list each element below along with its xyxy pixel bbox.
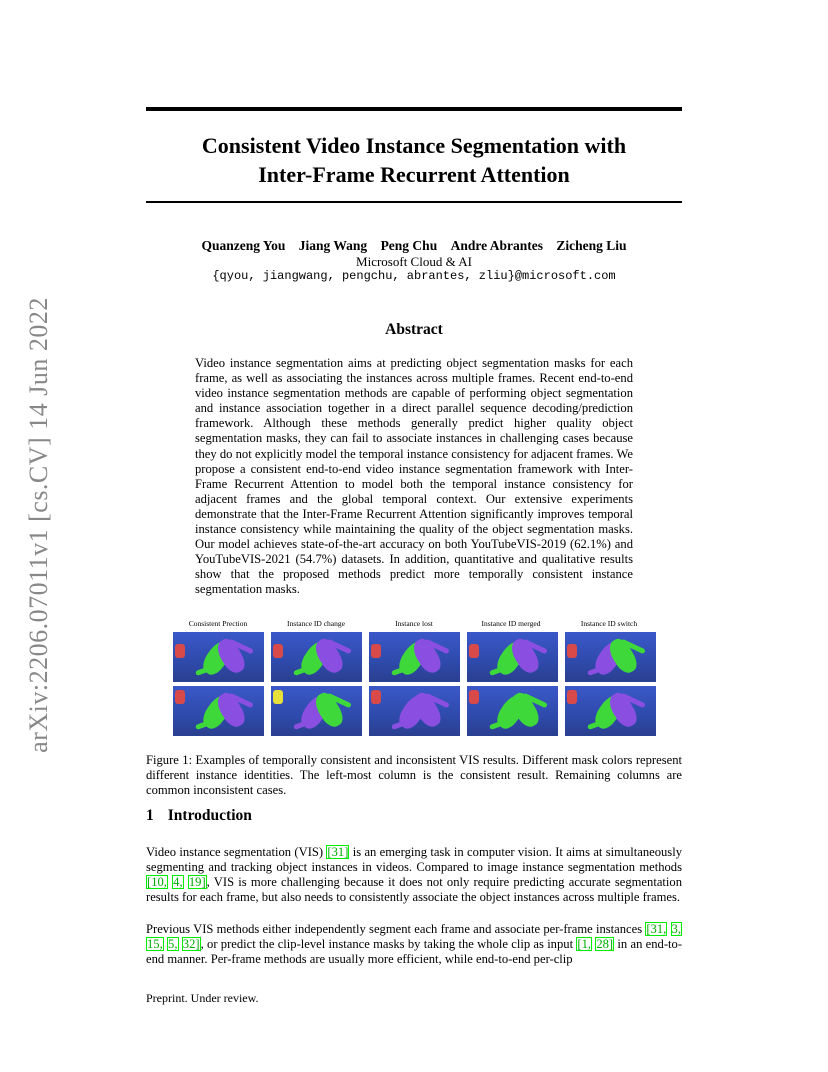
- figure-column-label: Instance ID change: [287, 619, 345, 628]
- author-name: Jiang Wang: [298, 238, 368, 253]
- figure-thumbnail: [173, 686, 264, 736]
- figure-thumbnail: [565, 686, 656, 736]
- citation-link[interactable]: 5,: [168, 937, 178, 952]
- paper-title: [146, 131, 682, 189]
- citation-link[interactable]: 32]: [182, 937, 200, 952]
- side-object-mask: [567, 690, 577, 704]
- title-line-1: Consistent Video Instance Segmentation with: [201, 133, 627, 158]
- figure-thumbnail: [271, 632, 362, 682]
- citation-link[interactable]: [10,: [147, 875, 167, 890]
- citation-link[interactable]: [31]: [327, 845, 349, 859]
- figure-thumbnail: [467, 686, 558, 736]
- author-emails: {qyou, jiangwang, pengchu, abrantes, zliu}@microsoft.com: [212, 269, 616, 283]
- figure-column-label: Instance lost: [395, 619, 433, 628]
- side-object-mask: [371, 690, 381, 704]
- arxiv-stamp: arXiv:2206.07011v1 [cs.CV] 14 Jun 2022: [24, 297, 53, 753]
- arxiv-sidebar: [22, 290, 56, 760]
- abstract-heading: Abstract: [385, 321, 443, 338]
- side-object-mask: [469, 690, 479, 704]
- side-object-mask: [175, 644, 185, 658]
- figure-column-label: Instance ID switch: [580, 619, 638, 628]
- figure-thumbnail: [565, 632, 656, 682]
- figure-thumbnail: [467, 632, 558, 682]
- figure-thumbnail: [369, 632, 460, 682]
- author-name: Zicheng Liu: [556, 238, 627, 253]
- intro-paragraph-2: Previous VIS methods either independently segment each frame and associate per-frame instances [31, 3, 15, 5, 32], or predict the clip-level instance masks by taking the whole clip as input [1, 28] in an end-to-end manner. Per-frame methods are usually more efficient, while end-to-end per-clip: [146, 922, 683, 967]
- figure-thumbnail: [173, 632, 264, 682]
- bottom-rule: [146, 201, 682, 203]
- affiliation: Microsoft Cloud & AI: [356, 254, 472, 269]
- figure-column-label: Instance ID merged: [481, 619, 541, 628]
- citation-link[interactable]: 19]: [188, 875, 206, 890]
- citation-link[interactable]: [31,: [646, 922, 667, 936]
- side-object-mask: [175, 690, 185, 704]
- author-name: Andre Abrantes: [450, 238, 543, 253]
- citation-link[interactable]: 3,: [671, 922, 681, 936]
- side-object-mask: [567, 644, 577, 658]
- top-rule: [146, 107, 682, 111]
- section-number: 1: [146, 807, 154, 824]
- figure-thumbnail: [271, 686, 362, 736]
- author-name: Peng Chu: [380, 238, 438, 253]
- side-object-mask: [371, 644, 381, 658]
- author-list: [146, 238, 682, 254]
- author-name: Quanzeng You: [201, 238, 286, 253]
- side-object-mask: [469, 644, 479, 658]
- citation-link[interactable]: 28]: [596, 937, 614, 952]
- figure-caption: Figure 1: Examples of temporally consistent and inconsistent VIS results. Different mask colors represent different instance identities. The left-most column is the consistent result. Remaining columns are common inconsistent cases.: [146, 753, 682, 798]
- citation-link[interactable]: 4,: [173, 875, 183, 890]
- section-title: Introduction: [167, 807, 252, 824]
- section-heading: [146, 807, 252, 825]
- citation-link[interactable]: 15,: [147, 937, 163, 952]
- citation-link[interactable]: [1,: [577, 937, 592, 952]
- title-line-2: Inter-Frame Recurrent Attention: [258, 162, 570, 187]
- intro-paragraph-1: Video instance segmentation (VIS) [31] is an emerging task in computer vision. It aims at simultaneously segmenting and tracking object instances in videos. Compared to image instance segmentation methods [10, 4, 19], VIS is more challenging because it does not only require predicting accurate segmentation results for each frame, but also needs to consistently associate the object instances across multiple frames.: [146, 845, 682, 905]
- figure-thumbnail: [369, 686, 460, 736]
- figure-column-label: Consistent Prection: [188, 619, 248, 628]
- side-object-mask: [273, 690, 283, 704]
- footer-note: Preprint. Under review.: [146, 991, 259, 1005]
- abstract-text: Video instance segmentation aims at predicting object segmentation masks for each frame, as well as associating the instances across multiple frames. Recent end-to-end video instance segmentation methods are capable of performing object segmentation and instance association together in a direct parallel sequence decoding/prediction framework. Although these methods generally predict higher quality object segmentation masks, they can fail to associate instances in challenging cases because they do not explicitly model the temporal instance consistency for adjacent frames. We propose a consistent end-to-end video instance segmentation framework with Inter-Frame Recurrent Attention to model both the temporal instance consistency for adjacent frames and the global temporal context. Our extensive experiments demonstrate that the Inter-Frame Recurrent Attention significantly improves temporal instance consistency while maintaining the quality of the object segmentation masks. Our model achieves state-of-the-art accuracy on both YouTubeVIS-2019 (62.1%) and YouTubeVIS-2021 (54.7%) datasets. In addition, quantitative and qualitative results show that the proposed methods predict more temporally consistent instance segmentation masks.: [195, 356, 633, 597]
- side-object-mask: [273, 644, 283, 658]
